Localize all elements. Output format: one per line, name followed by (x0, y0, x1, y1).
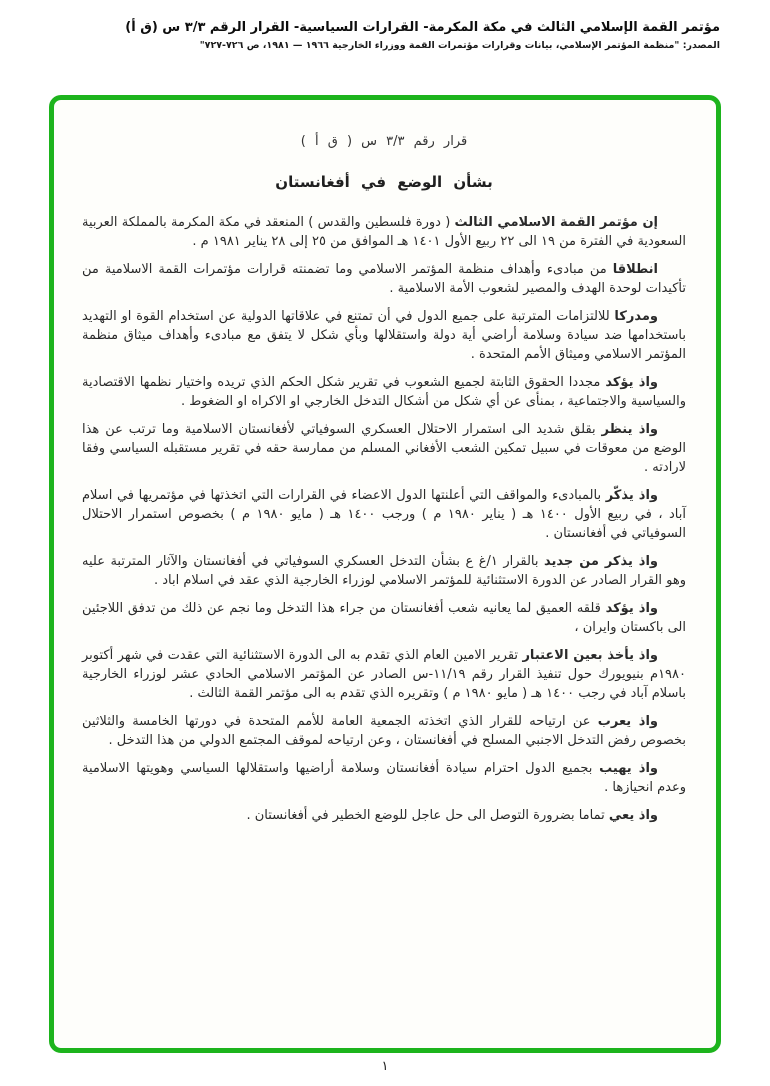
paragraph (82, 307, 686, 364)
paragraph (82, 599, 686, 637)
paragraph-body: تقرير الامين العام الذي تقدم به الى الدورة الاستثنائية التي عقدت في شهر أكتوبر ١٩٨٠م بنيويورك حول تنفيذ القرار رقم ١١/١٩-س الصادر عن المؤتمر الاسلامي الحادي عشر لوزراء الخارجية باسلام آباد في رجب ١٤٠٠ هـ ( مايو ١٩٨٠ م ) وتقريره الذي تقدم به الى مؤتمر القمة الثالث . (82, 648, 686, 701)
paragraph-body: بالمبادىء والمواقف التي أعلنتها الدول الاعضاء في القرارات التي اتخذتها في مؤتمريها في اسلام آباد ، في ربيع الأول ١٤٠٠ هـ ( يناير ١٩٨٠ م ) ورجب ١٤٠٠ هـ ( مايو ١٩٨٠ م ) بخصوص استمرار الاحتلال السوفياتي في أفغانستان . (82, 488, 687, 541)
paragraph-body: مجددا الحقوق الثابتة لجميع الشعوب في تقرير شكل الحكم الذي تريده واختيار نظمها الاقتصادية والسياسية والاجتماعية ، بمنأى عن أي شكل من أشكال التدخل الخارجي او الاكراه او الضغوط . (82, 375, 686, 409)
paragraph-lead: إن مؤتمر القمة الاسلامي الثالث (454, 215, 658, 230)
document-frame (49, 95, 721, 1053)
paragraph-body: ( دورة فلسطين والقدس ) المنعقد في مكة المكرمة بالمملكة العربية السعودية في الفترة من ١٩ الى ٢٢ ربيع الأول ١٤٠١ هـ الموافق من ٢٥ إلى ٢٨ يناير ١٩٨١ م . (82, 215, 686, 249)
paragraph-lead: واذ يؤكد (605, 375, 658, 390)
paragraph-lead: ومدركا (614, 309, 658, 324)
paragraph-lead: واذ يعرب (597, 714, 659, 729)
paragraph (82, 486, 686, 543)
header-title: مؤتمر القمة الإسلامي الثالث في مكة المكرمة- القرارات السياسية- القرار الرقم ٣/٣ س (ق أ) (125, 20, 720, 35)
paragraph (82, 712, 686, 750)
paragraph-lead: واذ يعي (608, 808, 658, 823)
page-number: ١ (381, 1059, 389, 1074)
paragraph (82, 420, 686, 477)
paragraph-lead: انطلاقا (612, 262, 658, 277)
paragraph (82, 373, 686, 411)
paragraph-body: للالتزامات المترتبة على جميع الدول في أن تمتنع في علاقاتها الدولية عن استخدام القوة او التهديد باستخدامها ضد سيادة وسلامة أراضي أية دولة واستقلالها وبأي شكل لا يتفق مع مبادىء وأهداف ميثاق منظمة المؤتمر الاسلامي وميثاق الأمم المتحدة . (82, 309, 686, 362)
paragraph (82, 260, 686, 298)
paragraph-body: بقلق شديد الى استمرار الاحتلال العسكري السوفياتي لأفغانستان الاسلامية وما ترتب عن هذا الوضع من معوقات في سبيل تمكين الشعب الأفغاني المسلم من ممارسة حقه في تقرير مستقبله السياسي وفقا لارادته . (82, 422, 686, 475)
paragraph-body: بجميع الدول احترام سيادة أفغانستان وسلامة أراضيها واستقلالها السياسي وهويتها الاسلامية وعدم انحيازها . (82, 761, 686, 795)
source-header (40, 20, 720, 51)
paragraph-body: من مبادىء وأهداف منظمة المؤتمر الاسلامي وما تضمنته قرارات مؤتمرات القمة الاسلامية من تأكيدات لوحدة الهدف والمصير لشعوب الأمة الاسلامية . (82, 262, 686, 296)
paragraph (82, 213, 686, 251)
paragraph-body: قلقه العميق لما يعانيه شعب أفغانستان من جراء هذا التدخل وما نجم عن ذلك من تدفق اللاجئين الى باكستان وايران ، (82, 601, 686, 635)
paragraph-body: عن ارتياحه للقرار الذي اتخذته الجمعية العامة للأمم المتحدة في دورتها الخامسة والثلاثين بخصوص رفض التدخل الاجنبي المسلح في أفغانستان ، وعن ارتياحه لموقف المجتمع الدولي من هذا التدخل . (82, 714, 686, 748)
paragraph-lead: واذ ينظر (601, 422, 658, 437)
header-source-citation: المصدر: "منظمة المؤتمر الإسلامي، بيانات وقرارات مؤتمرات القمة ووزراء الخارجية ١٩٦٦ — ١٩٨١، ص ٧٢٦-٧٢٧" (199, 40, 720, 51)
paragraph (82, 759, 686, 797)
paragraph-lead: واذ يأخذ بعين الاعتبار (522, 648, 658, 663)
paragraph-body: بالقرار ١/غ ع بشأن التدخل العسكري السوفياتي في أفغانستان والآثار المترتبة عليه وهو القرار الصادر عن الدورة الاستثنائية للمؤتمر الاسلامي لوزراء الخارجية الذي عقد في اسلام اباد . (82, 554, 686, 588)
paragraph-lead: واذ يذكر من جديد (544, 554, 658, 569)
paragraph-lead: واذ يؤكد (605, 601, 659, 616)
decision-title: قرار رقم ٣/٣ س ( ق أ ) (300, 134, 468, 149)
paragraph-lead: واذ يهيب (599, 761, 659, 776)
paragraph (82, 806, 686, 825)
decision-subject: بشأن الوضع في أفغانستان (275, 173, 493, 191)
paragraph (82, 552, 686, 590)
paragraph-lead: واذ يذكّر (605, 488, 658, 503)
paragraph-body: تماما بضرورة التوصل الى حل عاجل للوضع الخطير في أفغانستان . (246, 808, 609, 823)
paragraph (82, 646, 686, 703)
